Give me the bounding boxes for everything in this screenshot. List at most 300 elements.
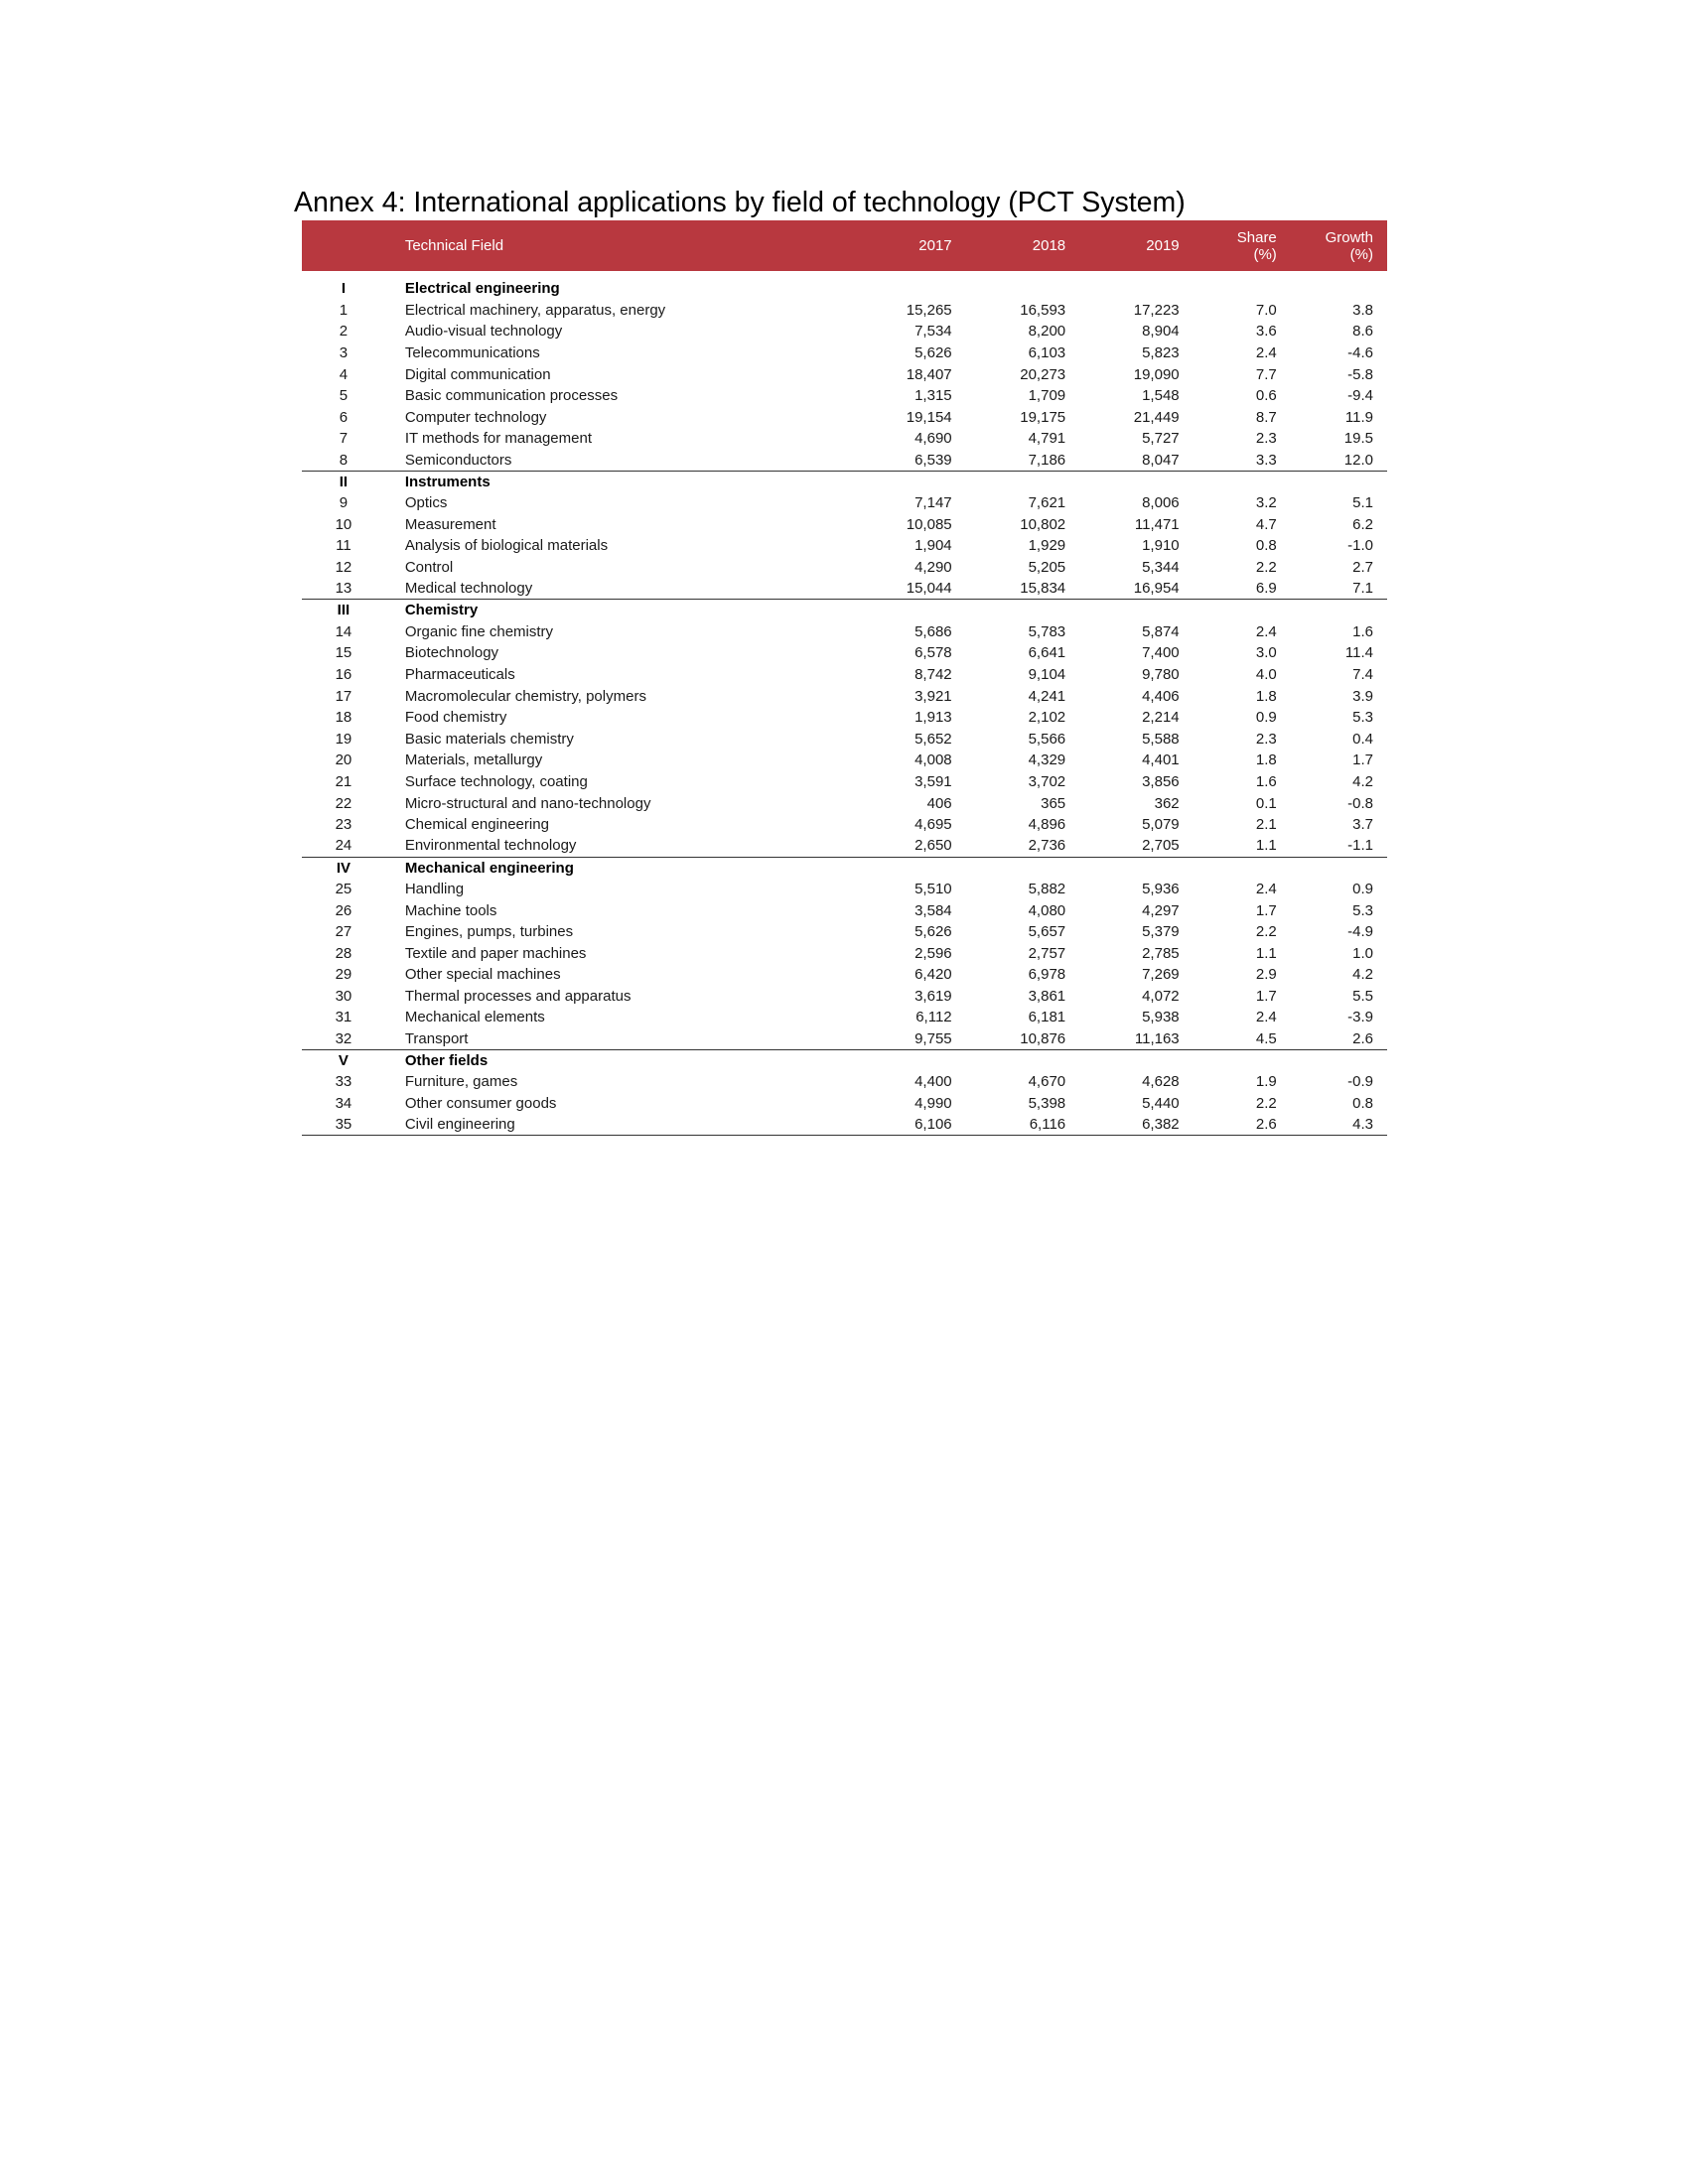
value-share: 2.2	[1255, 923, 1277, 941]
row-number: 2	[339, 323, 349, 341]
value-2017: 6,420	[914, 966, 952, 984]
value-2019: 8,006	[1142, 494, 1180, 512]
value-growth: -4.9	[1347, 923, 1373, 941]
value-2018: 2,736	[966, 835, 1080, 857]
value-share: 3.6	[1255, 323, 1277, 341]
row-field-name: Environmental technology	[385, 835, 852, 857]
row-number: 18	[335, 709, 352, 727]
row-field-name: Organic fine chemistry	[404, 622, 554, 640]
row-field-name: Electrical machinery, apparatus, energy	[404, 301, 666, 319]
value-growth: 0.8	[1352, 1094, 1373, 1112]
table-row	[302, 642, 1387, 664]
header-row	[302, 220, 1387, 271]
value-growth: 11.4	[1344, 644, 1373, 662]
value-2019: 5,874	[1142, 622, 1180, 640]
header-2017: 2017	[918, 237, 952, 254]
group-header-row	[302, 471, 1387, 492]
header-share-unit: (%)	[1253, 245, 1277, 263]
row-number: 26	[335, 901, 352, 919]
group-header-row	[302, 857, 1387, 879]
row-number: 13	[302, 578, 385, 600]
value-2017: 1,904	[914, 537, 952, 555]
table-row	[302, 664, 1387, 686]
table-row	[302, 492, 1387, 514]
value-growth: 8.6	[1352, 323, 1373, 341]
value-share: 6.9	[1194, 578, 1291, 600]
value-2018: 3,861	[1028, 987, 1066, 1005]
value-2019: 4,297	[1142, 901, 1180, 919]
value-share: 1.1	[1194, 835, 1291, 857]
value-share: 3.2	[1255, 494, 1277, 512]
table-row	[302, 428, 1387, 450]
value-share: 4.0	[1255, 665, 1277, 683]
value-2018: 10,876	[966, 1028, 1080, 1050]
row-number: 19	[335, 730, 352, 748]
table-row	[302, 792, 1387, 814]
value-share: 7.0	[1255, 301, 1277, 319]
value-2018: 5,566	[1028, 730, 1066, 748]
value-2019: 5,936	[1142, 880, 1180, 897]
header-share	[1194, 220, 1291, 271]
value-growth: 3.9	[1352, 687, 1373, 705]
table-row	[302, 407, 1387, 429]
value-growth: 2.6	[1291, 1028, 1387, 1050]
value-2018: 4,080	[1028, 901, 1066, 919]
header-growth-label: Growth	[1325, 228, 1373, 246]
value-2017: 6,539	[852, 450, 966, 472]
value-growth: -4.6	[1347, 344, 1373, 362]
row-number: 15	[335, 644, 352, 662]
value-2017: 6,112	[915, 1009, 952, 1026]
value-2018: 5,657	[1028, 923, 1066, 941]
value-growth: -1.1	[1291, 835, 1387, 857]
row-field-name: Analysis of biological materials	[404, 537, 609, 555]
table-row	[302, 300, 1387, 322]
row-number: 34	[335, 1094, 352, 1112]
row-field-name: Other special machines	[404, 966, 561, 984]
value-2019: 1,910	[1142, 537, 1180, 555]
value-growth: -1.0	[1347, 537, 1373, 555]
row-number: 28	[335, 944, 352, 962]
row-number: 31	[335, 1009, 352, 1026]
row-field-name: Machine tools	[404, 901, 497, 919]
group-name: Instruments	[404, 473, 491, 490]
table-row	[302, 363, 1387, 385]
row-number: 25	[335, 880, 352, 897]
group-name: Electrical engineering	[404, 280, 560, 298]
row-field-name: Furniture, games	[404, 1073, 518, 1091]
row-field-name: Medical technology	[385, 578, 852, 600]
value-2019: 7,400	[1142, 644, 1180, 662]
value-growth: -0.9	[1347, 1073, 1373, 1091]
value-2018: 15,834	[966, 578, 1080, 600]
value-2018: 4,791	[1028, 430, 1066, 448]
row-number: 30	[335, 987, 352, 1005]
value-2019: 362	[1154, 794, 1180, 812]
value-2017: 4,290	[914, 559, 952, 577]
value-share: 1.7	[1255, 901, 1277, 919]
table-row	[302, 899, 1387, 921]
row-number: 17	[335, 687, 352, 705]
value-2019: 5,938	[1142, 1009, 1180, 1026]
row-number: 11	[336, 537, 352, 555]
value-share: 2.2	[1255, 559, 1277, 577]
value-2019: 4,072	[1142, 987, 1180, 1005]
value-2018: 4,329	[1028, 751, 1066, 769]
row-field-name: Biotechnology	[404, 644, 499, 662]
row-number: 10	[335, 515, 352, 533]
value-2019: 9,780	[1142, 665, 1180, 683]
value-2019: 11,163	[1079, 1028, 1194, 1050]
value-share: 2.1	[1255, 816, 1277, 834]
value-share: 2.6	[1194, 1114, 1291, 1136]
value-growth: 3.8	[1352, 301, 1373, 319]
value-share: 1.7	[1255, 987, 1277, 1005]
value-2019: 5,823	[1142, 344, 1180, 362]
group-numeral: IV	[336, 859, 351, 877]
value-2018: 7,186	[966, 450, 1080, 472]
value-2019: 2,705	[1079, 835, 1194, 857]
value-2017: 8,742	[914, 665, 952, 683]
group-header-row	[302, 278, 1387, 300]
row-field-name: Textile and paper machines	[404, 944, 587, 962]
table-row	[302, 835, 1387, 857]
table-row	[302, 578, 1387, 600]
value-2018: 5,882	[1028, 880, 1066, 897]
value-2019: 4,401	[1142, 751, 1180, 769]
value-2017: 406	[926, 794, 952, 812]
value-2018: 2,757	[1028, 944, 1066, 962]
value-2018: 20,273	[1020, 365, 1066, 383]
row-field-name: Engines, pumps, turbines	[404, 923, 574, 941]
value-2017: 5,626	[914, 344, 952, 362]
value-2018: 19,175	[1020, 408, 1066, 426]
row-field-name: Basic materials chemistry	[404, 730, 574, 748]
value-2018: 8,200	[1028, 323, 1066, 341]
value-2017: 18,407	[906, 365, 952, 383]
row-field-name: Audio-visual technology	[404, 323, 563, 341]
row-field-name: Telecommunications	[404, 344, 540, 362]
group-numeral: III	[337, 602, 351, 619]
value-growth: -3.9	[1347, 1009, 1373, 1026]
value-2017: 2,596	[914, 944, 952, 962]
value-share: 2.4	[1255, 622, 1277, 640]
value-2019: 5,344	[1142, 559, 1180, 577]
value-2017: 3,619	[914, 987, 952, 1005]
value-2019: 5,588	[1142, 730, 1180, 748]
value-2017: 10,085	[906, 515, 952, 533]
value-growth: 5.3	[1352, 901, 1373, 919]
value-share: 2.4	[1255, 344, 1277, 362]
row-number: 35	[302, 1114, 385, 1136]
value-growth: 7.4	[1352, 665, 1373, 683]
table-row	[302, 814, 1387, 836]
value-2018: 2,102	[1028, 709, 1066, 727]
row-field-name: Other consumer goods	[404, 1094, 557, 1112]
value-2017: 15,044	[852, 578, 966, 600]
row-number: 4	[339, 365, 349, 383]
row-number: 7	[339, 430, 349, 448]
table-row	[302, 1114, 1387, 1136]
value-2018: 5,398	[1028, 1094, 1066, 1112]
row-number: 14	[335, 622, 352, 640]
table-row	[302, 1071, 1387, 1093]
value-share: 2.3	[1255, 730, 1277, 748]
value-2017: 7,534	[914, 323, 952, 341]
value-growth: 2.7	[1352, 559, 1373, 577]
value-share: 0.8	[1255, 537, 1277, 555]
value-growth: 12.0	[1291, 450, 1387, 472]
row-field-name: Transport	[385, 1028, 852, 1050]
group-name: Mechanical engineering	[404, 859, 574, 877]
value-growth: -0.8	[1347, 794, 1373, 812]
value-growth: 4.2	[1352, 772, 1373, 790]
value-share: 2.4	[1255, 880, 1277, 897]
value-2017: 3,584	[914, 901, 952, 919]
row-number: 20	[335, 751, 352, 769]
value-2017: 5,510	[914, 880, 952, 897]
row-field-name: Mechanical elements	[404, 1009, 545, 1026]
value-2019: 4,628	[1142, 1073, 1180, 1091]
value-2019: 1,548	[1142, 387, 1180, 405]
value-growth: 1.7	[1352, 751, 1373, 769]
value-2017: 3,591	[914, 772, 952, 790]
header-number-cell	[302, 220, 385, 271]
value-2017: 4,690	[914, 430, 952, 448]
value-2019: 19,090	[1133, 365, 1180, 383]
value-2019: 7,269	[1142, 966, 1180, 984]
value-share: 2.9	[1255, 966, 1277, 984]
value-2018: 4,896	[1028, 816, 1066, 834]
value-share: 1.6	[1255, 772, 1277, 790]
value-2017: 5,652	[914, 730, 952, 748]
value-growth: 3.7	[1352, 816, 1373, 834]
table-row	[302, 514, 1387, 536]
value-2018: 5,205	[1028, 559, 1066, 577]
value-2019: 8,904	[1142, 323, 1180, 341]
value-share: 0.1	[1255, 794, 1277, 812]
row-field-name: Materials, metallurgy	[404, 751, 543, 769]
header-share-label: Share	[1236, 228, 1277, 246]
value-2018: 6,181	[1028, 1009, 1066, 1026]
row-number: 1	[339, 301, 349, 319]
group-name: Chemistry	[404, 602, 479, 619]
value-share: 1.8	[1255, 751, 1277, 769]
value-2017: 4,400	[914, 1073, 952, 1091]
value-2018: 9,104	[1028, 665, 1066, 683]
group-numeral: V	[338, 1051, 349, 1069]
row-number: 24	[302, 835, 385, 857]
value-2019: 21,449	[1133, 408, 1180, 426]
value-2019: 6,382	[1079, 1114, 1194, 1136]
value-2019: 2,785	[1142, 944, 1180, 962]
row-number: 3	[339, 344, 349, 362]
value-2019: 11,471	[1134, 515, 1180, 533]
row-field-name: Micro-structural and nano-technology	[404, 794, 651, 812]
value-growth: 11.9	[1344, 408, 1373, 426]
row-number: 6	[339, 408, 349, 426]
value-2019: 16,954	[1079, 578, 1194, 600]
table-header	[302, 220, 1387, 271]
value-growth: 0.4	[1352, 730, 1373, 748]
group-name: Other fields	[404, 1051, 489, 1069]
value-share: 3.3	[1194, 450, 1291, 472]
row-field-name: Measurement	[404, 515, 496, 533]
value-2018: 7,621	[1028, 494, 1066, 512]
table-row	[302, 1007, 1387, 1028]
value-2019: 4,406	[1142, 687, 1180, 705]
table-row	[302, 1028, 1387, 1050]
value-share: 1.1	[1255, 944, 1277, 962]
value-growth: 1.0	[1352, 944, 1373, 962]
value-share: 4.5	[1194, 1028, 1291, 1050]
row-number: 12	[335, 559, 352, 577]
row-field-name: Computer technology	[404, 408, 547, 426]
value-2018: 1,929	[1028, 537, 1066, 555]
row-field-name: Chemical engineering	[404, 816, 549, 834]
group-numeral: II	[339, 473, 349, 490]
value-share: 1.9	[1255, 1073, 1277, 1091]
row-number: 5	[339, 387, 349, 405]
value-2019: 17,223	[1133, 301, 1180, 319]
value-growth: 7.1	[1291, 578, 1387, 600]
table-row	[302, 879, 1387, 900]
row-field-name: Food chemistry	[404, 709, 507, 727]
value-share: 8.7	[1255, 408, 1277, 426]
value-share: 2.3	[1255, 430, 1277, 448]
value-share: 3.0	[1255, 644, 1277, 662]
value-share: 2.4	[1255, 1009, 1277, 1026]
table-row	[302, 942, 1387, 964]
value-share: 0.9	[1255, 709, 1277, 727]
value-2019: 5,079	[1142, 816, 1180, 834]
table-row	[302, 535, 1387, 557]
row-number: 22	[335, 794, 352, 812]
table-row	[302, 921, 1387, 943]
table-row	[302, 986, 1387, 1008]
value-share: 7.7	[1255, 365, 1277, 383]
value-2017: 1,913	[914, 709, 952, 727]
value-2018: 1,709	[1028, 387, 1066, 405]
row-number: 27	[335, 923, 352, 941]
header-growth	[1291, 220, 1387, 271]
group-header-row	[302, 600, 1387, 621]
table-body	[302, 271, 1387, 1136]
value-growth: 5.5	[1352, 987, 1373, 1005]
table-row	[302, 385, 1387, 407]
value-2017: 2,650	[852, 835, 966, 857]
row-number: 9	[339, 494, 349, 512]
spacer-cell	[302, 271, 1387, 278]
value-2017: 4,008	[914, 751, 952, 769]
value-2019: 5,727	[1142, 430, 1180, 448]
table-row	[302, 342, 1387, 364]
row-number: 16	[335, 665, 352, 683]
value-growth: -5.8	[1347, 365, 1373, 383]
row-field-name: Thermal processes and apparatus	[404, 987, 632, 1005]
value-2018: 3,702	[1028, 772, 1066, 790]
value-2018: 16,593	[1020, 301, 1066, 319]
value-2018: 4,670	[1028, 1073, 1066, 1091]
value-2017: 4,695	[914, 816, 952, 834]
header-technical-field: Technical Field	[404, 237, 504, 254]
value-2017: 6,578	[914, 644, 952, 662]
table-row	[302, 685, 1387, 707]
row-field-name: Handling	[404, 880, 465, 897]
value-growth: 5.3	[1352, 709, 1373, 727]
table-row	[302, 557, 1387, 579]
table-row	[302, 750, 1387, 771]
value-share: 2.2	[1255, 1094, 1277, 1112]
value-2018: 4,241	[1028, 687, 1066, 705]
table-row	[302, 964, 1387, 986]
row-field-name: Civil engineering	[385, 1114, 852, 1136]
row-field-name: Optics	[404, 494, 448, 512]
value-2017: 6,106	[852, 1114, 966, 1136]
value-2017: 4,990	[914, 1094, 952, 1112]
table-row	[302, 1093, 1387, 1115]
technology-table	[302, 220, 1387, 1136]
value-2017: 5,686	[914, 622, 952, 640]
header-2018: 2018	[1032, 237, 1066, 254]
value-2019: 5,440	[1142, 1094, 1180, 1112]
value-share: 1.8	[1255, 687, 1277, 705]
value-2017: 7,147	[914, 494, 952, 512]
value-2017: 9,755	[852, 1028, 966, 1050]
table-row	[302, 321, 1387, 342]
value-2018: 10,802	[1020, 515, 1066, 533]
row-field-name: IT methods for management	[404, 430, 592, 448]
row-field-name: Digital communication	[404, 365, 551, 383]
table-row	[302, 450, 1387, 472]
value-growth: 4.3	[1291, 1114, 1387, 1136]
value-2017: 5,626	[914, 923, 952, 941]
value-growth: 4.2	[1352, 966, 1373, 984]
table-row	[302, 728, 1387, 750]
group-header-row	[302, 1049, 1387, 1071]
row-field-name: Macromolecular chemistry, polymers	[404, 687, 646, 705]
value-2018: 6,641	[1028, 644, 1066, 662]
value-2017: 19,154	[906, 408, 952, 426]
value-2018: 6,103	[1028, 344, 1066, 362]
value-2017: 3,921	[914, 687, 952, 705]
table-row	[302, 707, 1387, 729]
table-spacer	[302, 271, 1387, 278]
value-growth: 0.9	[1352, 880, 1373, 897]
page-title: Annex 4: International applications by field of technology (PCT System)	[294, 187, 1186, 218]
value-2018: 6,978	[1028, 966, 1066, 984]
value-2018: 6,116	[966, 1114, 1080, 1136]
row-number: 21	[335, 772, 352, 790]
row-field-name: Surface technology, coating	[404, 772, 588, 790]
value-2019: 8,047	[1079, 450, 1194, 472]
value-2018: 365	[1041, 794, 1066, 812]
row-number: 33	[335, 1073, 352, 1091]
value-2019: 3,856	[1142, 772, 1180, 790]
value-2019: 2,214	[1142, 709, 1180, 727]
group-numeral: I	[341, 280, 346, 298]
value-2018: 5,783	[1028, 622, 1066, 640]
value-2019: 5,379	[1142, 923, 1180, 941]
value-share: 4.7	[1255, 515, 1277, 533]
row-field-name: Semiconductors	[385, 450, 852, 472]
row-number: 23	[335, 816, 352, 834]
row-number: 29	[335, 966, 352, 984]
header-2019: 2019	[1146, 237, 1180, 254]
value-growth: 5.1	[1352, 494, 1373, 512]
value-growth: 19.5	[1343, 430, 1373, 448]
table-row	[302, 621, 1387, 643]
